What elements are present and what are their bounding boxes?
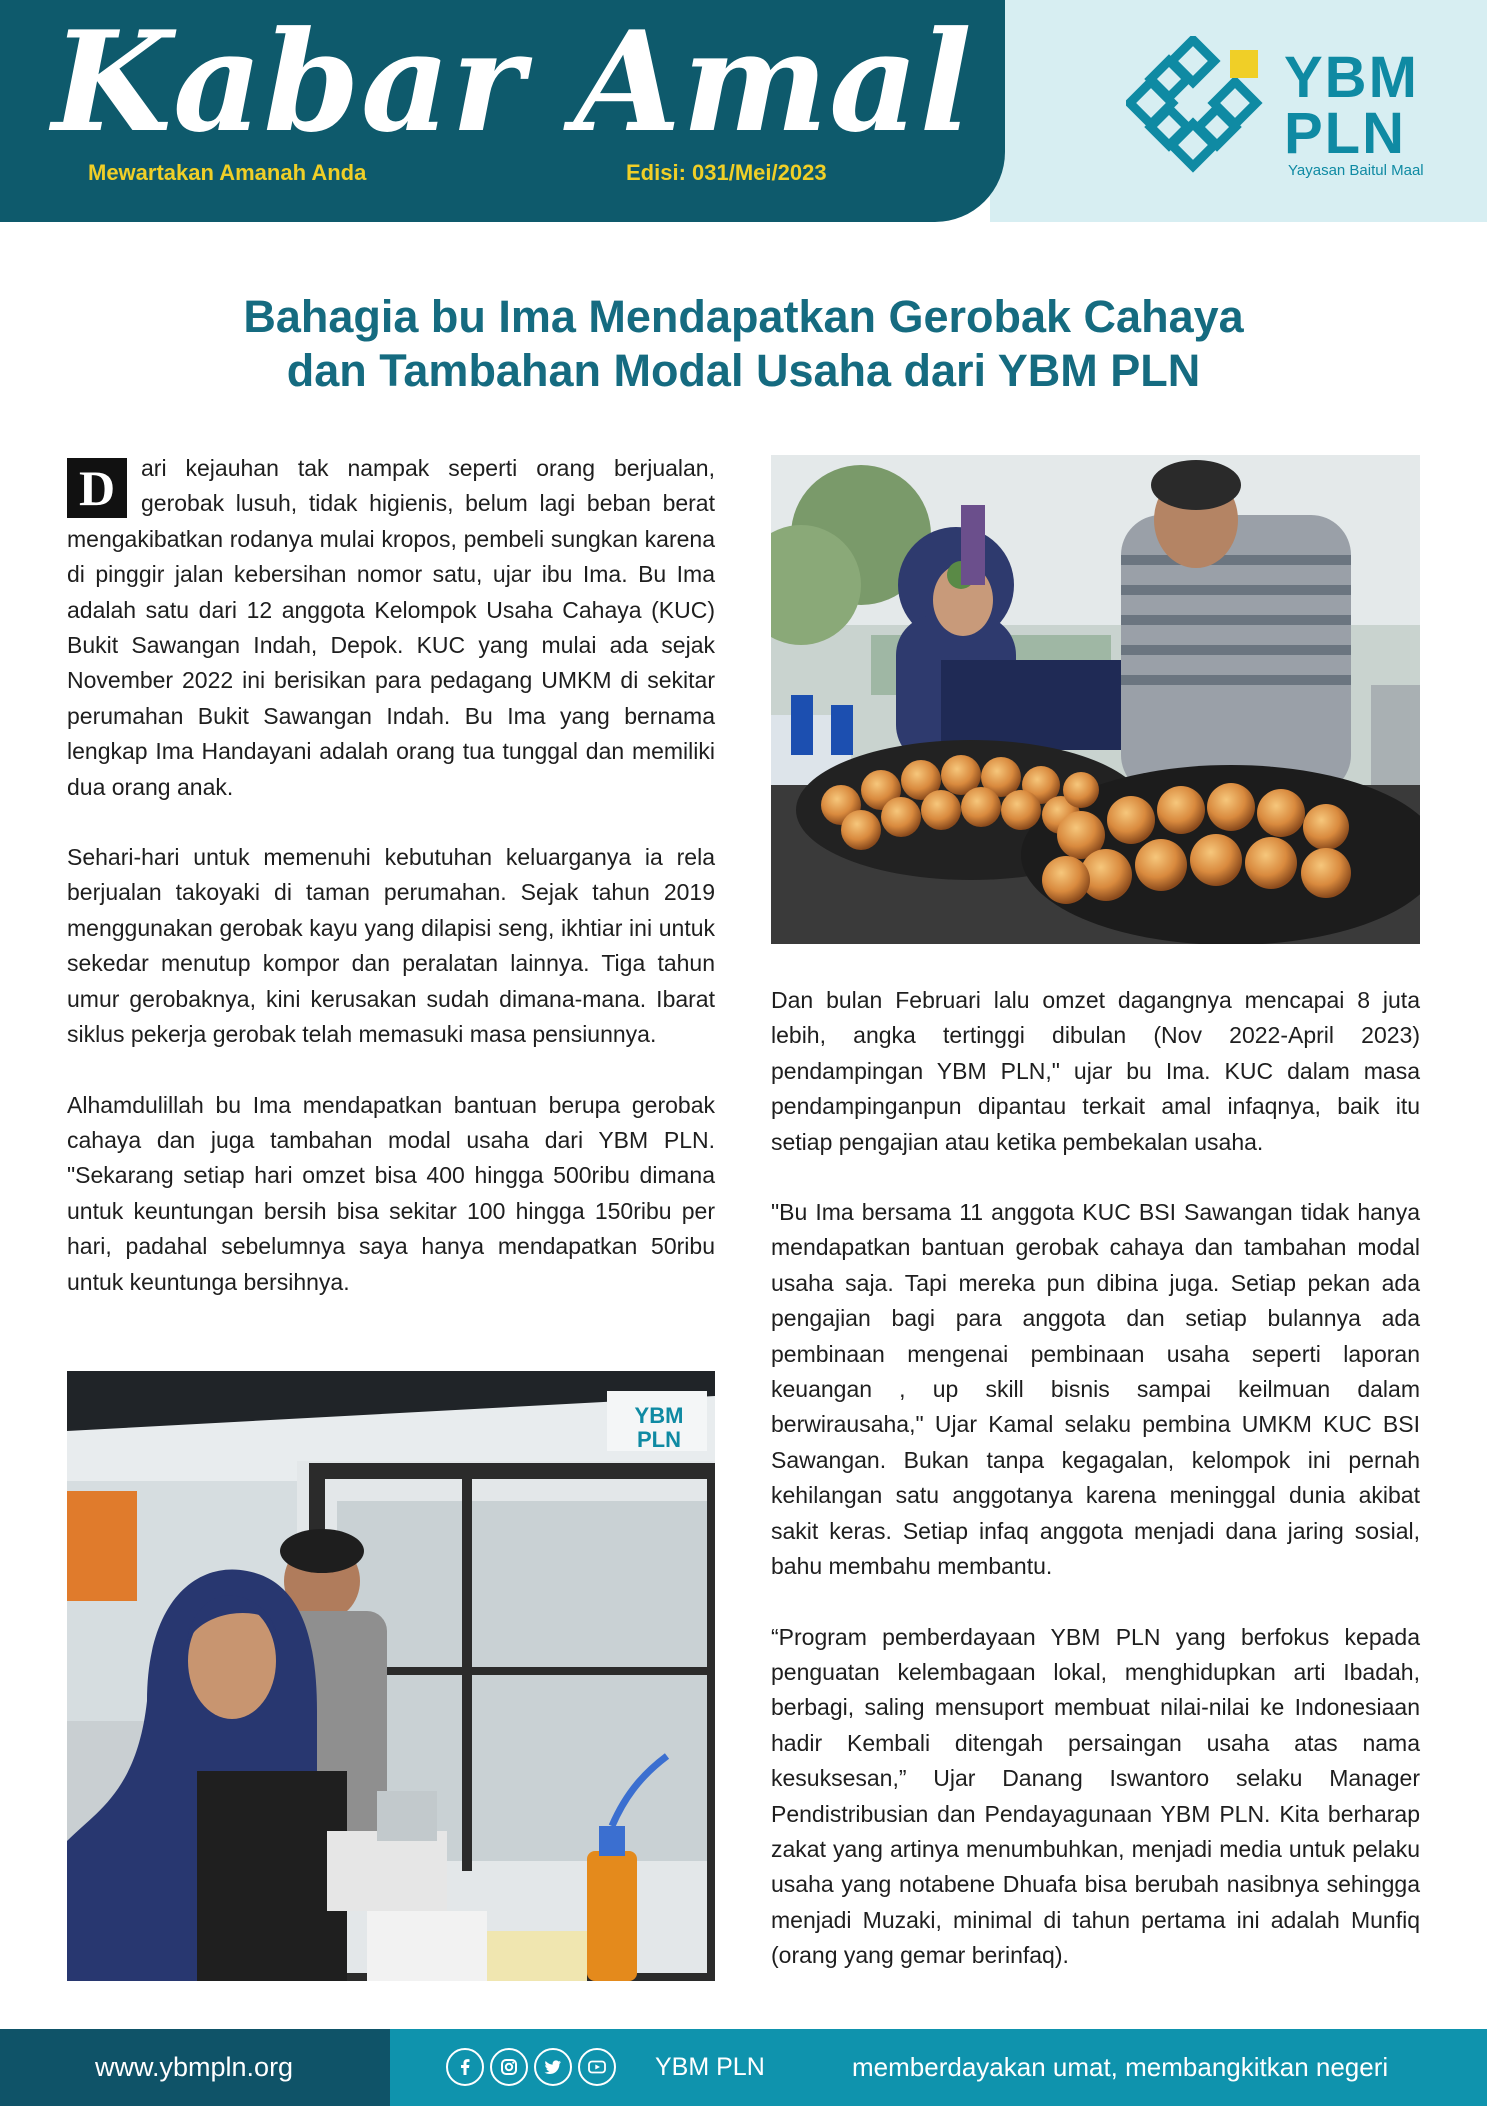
paragraph-5: "Bu Ima bersama 11 anggota KUC BSI Sawangan tidak hanya mendapatkan bantuan gerobak cahaya dan tambahan modal usaha saja. Tapi mereka pun dibina juga. Setiap pekan ada pengajian bagi para anggota dan setiap bulannya ada pembinaan mengenai pembinaan usaha seperti laporan keuangan , up skill bisnis sampai keilmuan dalam berwirausaha," Ujar Kamal selaku pembina UMKM KUC BSI Sawangan. Bukan tanpa kegagalan, kelompok ini pernah kehilangan satu anggotanya karena meninggal dunia akibat sakit keras. Setiap infaq anggota menjadi dana jaring sosial, bahu membahu membantu. bbox=[771, 1199, 1420, 1580]
logo-subtitle: Yayasan Baitul Maal bbox=[1288, 162, 1424, 179]
logo-wordmark: YBM PLN bbox=[1284, 45, 1419, 166]
paragraph-6: “Program pemberdayaan YBM PLN yang berfokus kepada penguatan kelembagaan lokal, menghidupkan arti Ibadah, berbagi, saling mensuport membuat nilai-nilai ke Indonesiaan hadir Kembali ditengah persaingan usaha atas nama kesuksesan,” Ujar Danang Iswantoro selaku Manager Pendistribusian dan Pendayagunaan YBM PLN. Kita berharap zakat yang artinya menumbuhkan, menjadi media untuk pelaku usaha yang notabene Dhuafa bisa berubah nasibnya sehingga menjadi Muzaki, minimal di tahun pertama ini adalah Munfiq (orang yang gemar berinfaq). bbox=[771, 1623, 1420, 1969]
tagline: Mewartakan Amanah Anda bbox=[88, 160, 367, 185]
left-column bbox=[67, 451, 715, 1335]
paragraph-4: Dan bulan Februari lalu omzet dagangnya mencapai 8 juta lebih, angka tertinggi dibulan (Nov 2022-April 2023) pendampingan YBM PLN," ujar bu Ima. KUC dalam masa pendampinganpun dipantau terkait amal infaqnya, baik itu setiap pengajian atau ketika pembekalan usaha. bbox=[771, 987, 1420, 1155]
footer-bar bbox=[0, 2029, 1487, 2106]
header-banner bbox=[0, 0, 1005, 222]
cart-logo-text: YBM PLN bbox=[634, 1403, 684, 1452]
website-link[interactable]: www.ybmpln.org bbox=[95, 2052, 294, 2082]
photo-woman-at-cart bbox=[67, 1371, 715, 1981]
masthead: Kabar Amal bbox=[52, 0, 973, 163]
paragraph-2: Sehari-hari untuk memenuhi kebutuhan keluarganya ia rela berjualan takoyaki di taman perumahan. Sejak tahun 2019 menggunakan gerobak kayu yang dilapisi seng, ikhtiar ini untuk sekedar menutup kompor dan peralatan lainnya. Tiga tahun umur gerobaknya, kini kerusakan sudah dimana-mana. Ibarat siklus pekerja gerobak telah memasuki masa pensiunnya. bbox=[67, 844, 715, 1048]
ybm-pln-logo bbox=[1126, 36, 1456, 186]
paragraph-3: Alhamdulillah bu Ima mendapatkan bantuan berupa gerobak cahaya dan juga tambahan modal usaha dari YBM PLN. "Sekarang setiap hari omzet bisa 400 hingga 500ribu dimana untuk keuntungan bersih bisa sekitar 100 hingga 150ribu per hari, padahal sebelumnya saya hanya mendapatkan 50ribu untuk keuntunga bersihnya. bbox=[67, 1091, 715, 1295]
instagram-icon[interactable] bbox=[490, 2048, 528, 2086]
social-handle: YBM PLN bbox=[655, 2053, 765, 2081]
edition-label: Edisi: 031/Mei/2023 bbox=[626, 160, 827, 185]
footer-left-panel bbox=[0, 2029, 390, 2106]
drop-cap: D bbox=[67, 458, 127, 518]
article-title: Bahagia bu Ima Mendapatkan Gerobak Cahaya dan Tambahan Modal Usaha dari YBM PLN bbox=[243, 291, 1244, 396]
youtube-icon[interactable] bbox=[578, 2048, 616, 2086]
social-icons bbox=[446, 2048, 616, 2088]
footer-motto: memberdayakan umat, membangkitkan negeri bbox=[852, 2052, 1389, 2082]
logo-mark-icon bbox=[1126, 36, 1276, 186]
facebook-icon[interactable] bbox=[446, 2048, 484, 2086]
paragraph-1: D ari kejauhan tak nampak seperti orang berjualan, gerobak lusuh, tidak higienis, belum lagi beban berat mengakibatkan rodanya mulai kropos, pembeli sungkan karena di pinggir jalan kebersihan nomor satu, ujar ibu Ima. Bu Ima adalah satu dari 12 anggota Kelompok Usaha Cahaya (KUC) Bukit Sawangan Indah, Depok. KUC yang mulai ada sejak November 2022 ini berisikan para pedagang UMKM di sekitar perumahan Bukit Sawangan Indah. Bu Ima yang bernama lengkap Ima Handayani adalah orang tua tunggal dan memiliki dua orang anak. bbox=[67, 455, 715, 800]
right-column bbox=[771, 983, 1420, 2009]
photo-takoyaki-cooking bbox=[771, 455, 1420, 944]
twitter-icon[interactable] bbox=[534, 2048, 572, 2086]
